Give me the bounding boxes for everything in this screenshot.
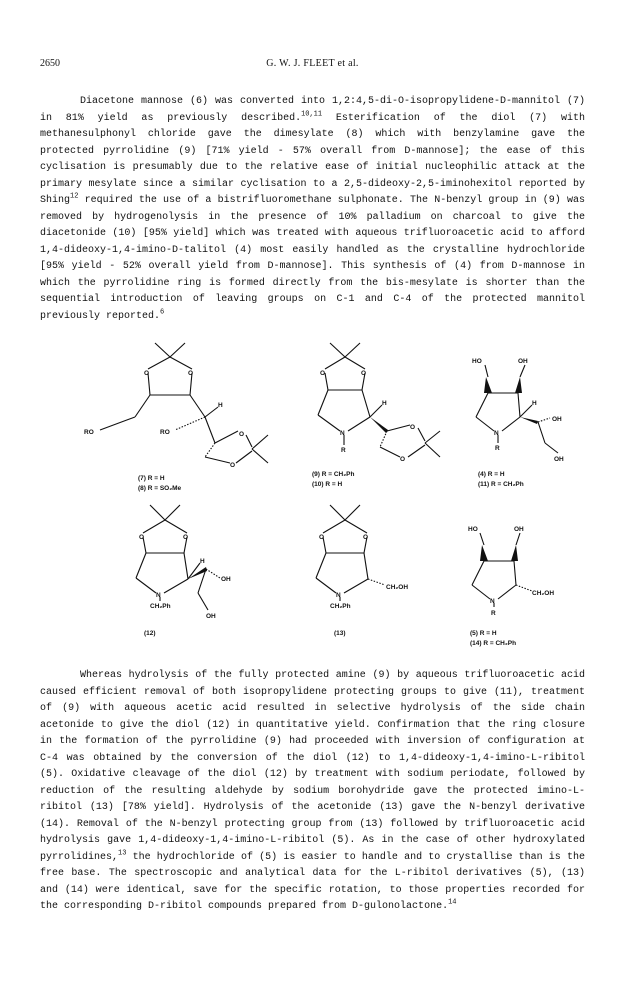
paragraph-1-text: [40, 94, 585, 325]
s4-label: (12): [144, 630, 156, 637]
s4-o1: O: [139, 534, 145, 541]
s5-n: N: [336, 592, 341, 599]
s5-o1: O: [319, 534, 325, 541]
s3-n: N: [494, 430, 499, 437]
s3-r: R: [495, 445, 500, 452]
s4-h: H: [200, 558, 205, 565]
s3-h: H: [532, 400, 537, 407]
s2-r: R: [341, 447, 346, 454]
s6-ho: HO: [468, 526, 478, 533]
page-number: 2650: [40, 58, 60, 69]
structure-4-11: [472, 358, 564, 488]
structure-5-14: [468, 526, 554, 647]
s4-benzyl: CH₂Ph: [150, 603, 171, 610]
structures-figure: [40, 335, 585, 655]
s3-oh2: OH: [552, 416, 562, 423]
s5-ch2oh: CH₂OH: [386, 584, 409, 591]
para1-part-3: required the use of a bistrifluoromethane sulphonate. The N-benzyl group in (9) was removed by hydrogenolysis in the presence of 10% palladium on charcoal to give the diacetonide (10) [95% yield] which was treated with aqueous trifluoroacetic acid to afford 1,4-dideoxy-1,4-imino-D-talitol (4) most easily handled as the crystalline hydrochloride [95% yield - 52% overall yield from D-mannose]. This synthesis of (4) from D-mannose in which the pyrrolidine ring is formed directly from the bis-mesylate is shorter than the sequential introduction of leaving groups on C-1 and C-4 of the protected mannitol previously reported.: [40, 195, 585, 322]
s5-benzyl: CH₂Ph: [330, 603, 351, 610]
s3-ho: HO: [472, 358, 482, 365]
s1-o3: O: [239, 431, 245, 438]
para2-part-2: the hydrochloride of (5) is easier to handle and to crystallise than is the free base. The spectroscopic and analytical data for the L-ribitol derivatives (5), (13) and (14) were identical, save for the specific rotation, to those properties recorded for the corresponding D-ribitol compounds prepared from D-gulonolactone.: [40, 851, 585, 912]
s6-oh: OH: [514, 526, 524, 533]
structure-7-8: [84, 343, 268, 492]
s2-o4: O: [400, 456, 406, 463]
s2-label-1: (9) R = CH₂Ph: [312, 471, 355, 478]
s2-h: H: [382, 400, 387, 407]
citation-12: 12: [70, 192, 79, 201]
s1-ro2: RO: [160, 429, 170, 436]
s2-n: N: [340, 430, 345, 437]
structure-13: [316, 505, 408, 637]
s3-label-2: (11) R = CH₂Ph: [478, 481, 524, 488]
s1-o1: O: [144, 370, 150, 377]
s3-oh1: OH: [518, 358, 528, 365]
structure-12: [136, 505, 231, 637]
para1-part-1: Diacetone mannose (6) was converted into 1,2:4,5-di-O-isopropylidene-D-mannitol (7) in 81% yield as previously described.: [40, 96, 585, 124]
paragraph-2-text: [40, 668, 585, 916]
s1-h: H: [218, 402, 223, 409]
citation-14: 14: [448, 898, 457, 907]
structure-9-10: [312, 343, 440, 488]
s1-ro1: RO: [84, 429, 94, 436]
s1-o2: O: [188, 370, 194, 377]
s5-label: (13): [334, 630, 346, 637]
para2-part-1: Whereas hydrolysis of the fully protected amine (9) by aqueous trifluoroacetic acid caused efficient removal of both isopropylidene protecting groups to give (11), treatment of (9) with aqueous acetic acid resulted in selective hydrolysis of the side chain acetonide to give the diol (12) in quantitative yield. Confirmation that the ring closure in the formation of the pyrrolidine (9) had proceeded with inversion of configuration at C-4 was obtained by the conversion of the diol (12) to 1,4-dideoxy-1,4-imino-L-ribitol (5). Oxidative cleavage of the diol (12) by treatment with sodium periodate, followed by reduction of the resulting aldehyde by sodium borohydride gave the protected imino-L-ribitol (13) [78% yield]. Hydrolysis of the acetonide (13) gave the N-benzyl derivative (14). Removal of the N-benzyl protecting group from (13) followed by trifluoroacetic acid hydrolysis gave 1,4-dideoxy-1,4-imino-L-ribitol (5). As in the case of other hydroxylated pyrrolidines,: [40, 670, 585, 863]
s4-n: N: [156, 592, 161, 599]
s1-label-1: (7) R = H: [138, 475, 165, 482]
citation-13: 13: [118, 849, 127, 858]
paragraph-2: [40, 668, 585, 916]
running-head: G. W. J. FLEET et al.: [266, 58, 359, 69]
s1-label-2: (8) R = SO₂Me: [138, 485, 182, 492]
s3-label-1: (4) R = H: [478, 471, 505, 478]
s1-o4: O: [230, 462, 236, 469]
s2-o2: O: [361, 370, 367, 377]
s2-o3: O: [410, 424, 416, 431]
s4-oh2: OH: [206, 613, 216, 620]
s2-label-2: (10) R = H: [312, 481, 343, 488]
s6-label-2: (14) R = CH₂Ph: [470, 640, 517, 647]
s2-o1: O: [320, 370, 326, 377]
para1-part-2: Esterification of the diol (7) with methanesulphonyl chloride gave the dimesylate (8) which with benzylamine gave the protected pyrrolidine (9) [71% yield - 57% overall from D-mannose]; the ease of this cyclisation is presumably due to the relative ease of initial nucleophilic attack at the primary mesylate since a similar cyclisation to a 2,5-dideoxy-2,5-iminohexitol reported by Shing: [40, 112, 585, 206]
s6-r: R: [491, 610, 496, 617]
s4-o2: O: [183, 534, 189, 541]
paragraph-1: [40, 94, 585, 325]
s6-ch2oh: CH₂OH: [532, 590, 555, 597]
s3-oh3: OH: [554, 456, 564, 463]
s4-oh1: OH: [221, 576, 231, 583]
structures-svg: [40, 335, 585, 655]
s5-o2: O: [363, 534, 369, 541]
citation-10-11: 10,11: [301, 110, 323, 119]
page-header: [40, 58, 585, 74]
citation-6: 6: [160, 308, 165, 317]
s6-n: N: [490, 598, 495, 605]
s6-label-1: (5) R = H: [470, 630, 497, 637]
